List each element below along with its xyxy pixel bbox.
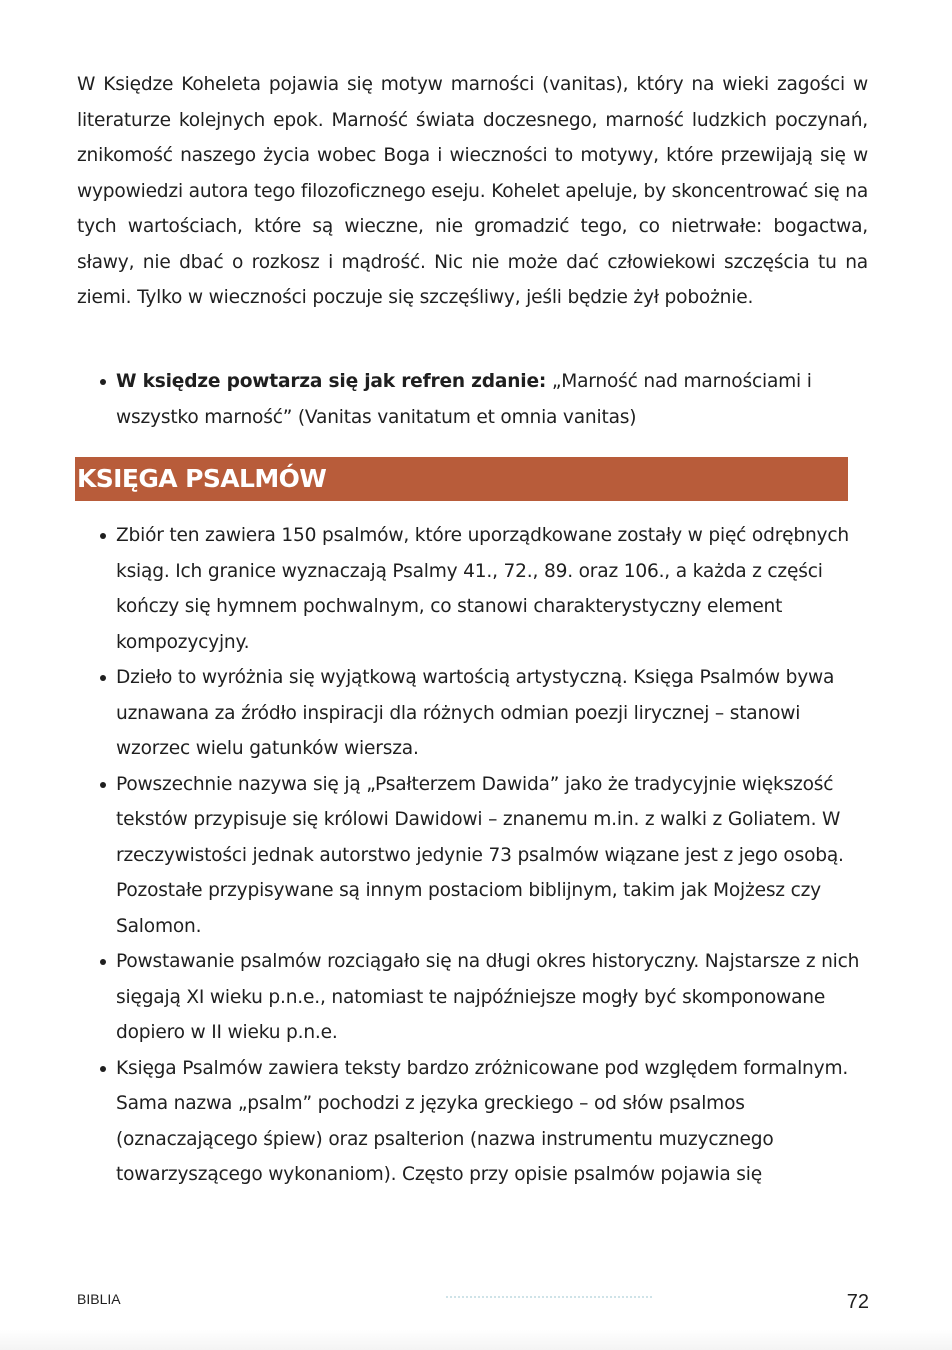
footer-label: BIBLIA [77, 1291, 121, 1307]
page-bottom-shade [0, 1330, 952, 1350]
list-item: Powszechnie nazywa się ją „Psałterzem Dawida” jako że tradycyjnie większość tekstów przypisuje się królowi Dawidowi – znanemu m.in. z walki z Goliatem. W rzeczywistości jednak autorstwo jedynie 73 psalmów wiązane jest z jego osobą. Pozostałe przypisywane są innym postaciom biblijnym, takim jak Mojżesz czy Salomon. [97, 767, 862, 945]
refrain-text: „Marność nad marnościami i wszystko marność” (Vanitas vanitatum et omnia vanitas) [116, 371, 812, 428]
list-item: Powstawanie psalmów rozciągało się na długi okres historyczny. Najstarsze z nich sięgają XI wieku p.n.e., natomiast te najpóźniejsze mogły być skomponowane dopiero w II wieku p.n.e. [97, 944, 862, 1051]
intro-paragraph: W Księdze Koheleta pojawia się motyw marności (vanitas), który na wieki zagości w literaturze kolejnych epok. Marność świata doczesnego, marność ludzkich poczynań, znikomość naszego życia wobec Boga i wieczności to motywy, które przewijają się w wypowiedzi autora tego filozoficznego eseju. Kohelet apeluje, by skoncentrować się na tych wartościach, które są wieczne, nie gromadzić tego, co nietrwałe: bogactwa, sławy, nie dbać o rozkosz i mądrość. Nic nie może dać człowiekowi szczęścia tu na ziemi. Tylko w wieczności poczuje się szczęśliwy, jeśli będzie żył pobożnie. [77, 74, 869, 308]
refrain-label: W księdze powtarza się jak refren zdanie: [116, 371, 547, 392]
list-item: Księga Psalmów zawiera teksty bardzo zróżnicowane pod względem formalnym. Sama nazwa „psalm” pochodzi z języka greckiego – od słów psalmos (oznaczającego śpiew) oraz psalterion (nazwa instrumentu muzycznego towarzyszącego wykonaniom). Często przy opisie psalmów pojawia się [97, 1051, 862, 1193]
refrain-list [97, 364, 869, 435]
list-item [97, 364, 869, 435]
list-item: Zbiór ten zawiera 150 psalmów, które uporządkowane zostały w pięć odrębnych ksiąg. Ich granice wyznaczają Psalmy 41., 72., 89. oraz 106., a każda z części kończy się hymnem pochwalnym, co stanowi charakterystyczny element kompozycyjny. [97, 518, 862, 660]
section-title: KSIĘGA PSALMÓW [77, 464, 327, 493]
list-item: Dzieło to wyróżnia się wyjątkową wartością artystyczną. Księga Psalmów bywa uznawana za źródło inspiracji dla różnych odmian poezji lirycznej – stanowi wzorzec wielu gatunków wiersza. [97, 660, 862, 767]
psalms-list [97, 518, 862, 1193]
page-number: 72 [846, 1291, 869, 1313]
section-header-band [75, 457, 848, 501]
footer-divider [446, 1296, 652, 1298]
